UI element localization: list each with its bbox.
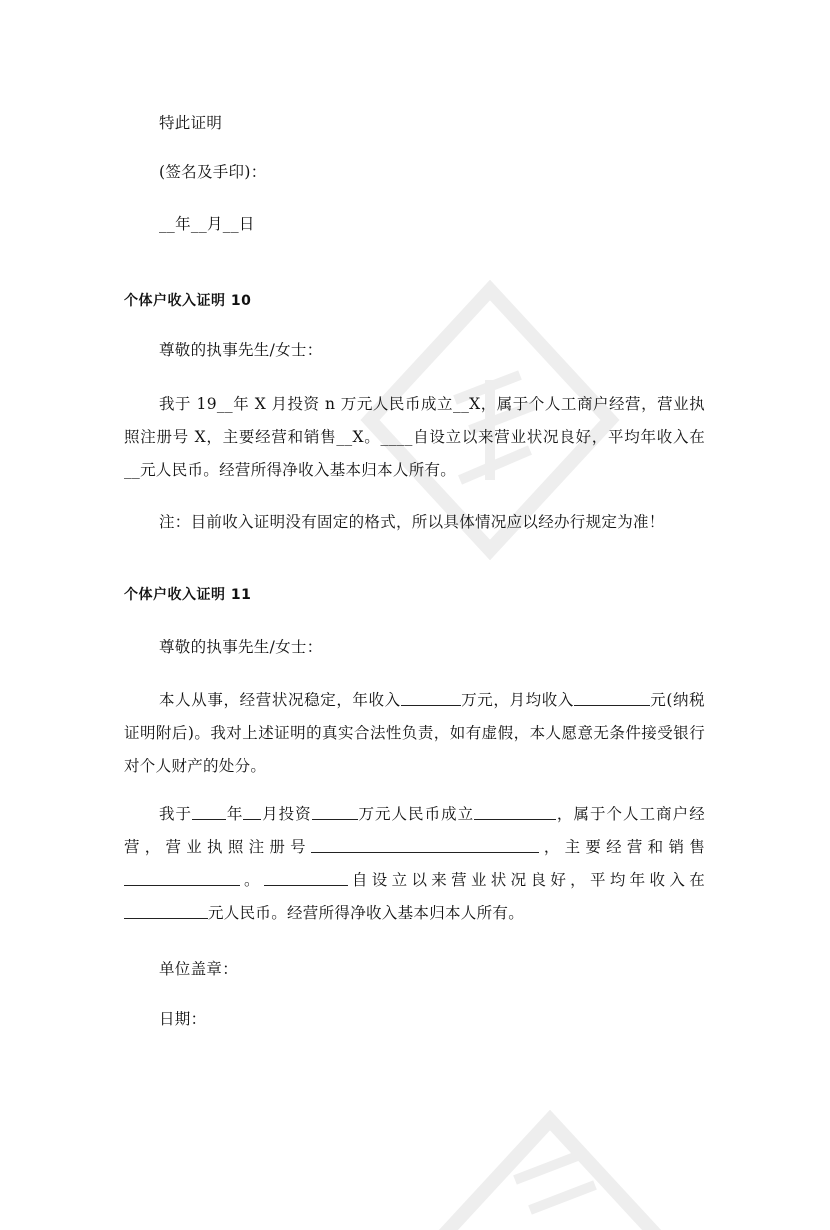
- license-number-blank[interactable]: [311, 838, 539, 853]
- hereby-certify-text: 特此证明: [159, 114, 223, 132]
- section-11-business-paragraph: [124, 798, 705, 930]
- business-text-h: 自设立以来营业状况良好，平均年收入在: [347, 871, 705, 889]
- investment-blank[interactable]: [312, 805, 358, 820]
- business-text-g: 。: [240, 871, 264, 889]
- business-name-blank[interactable]: [474, 805, 556, 820]
- operator-blank[interactable]: [264, 871, 348, 886]
- business-text-a: 我于: [159, 805, 193, 823]
- section-10-body: 我于 19__年 X 月投资 n 万元人民币成立__X，属于个人工商户经营，营业执照注册号 X，主要经营和销售__X。____自设立以来营业状况良好，平均年收入在__元人民币。经营所得净收入基本归本人所有。: [124, 395, 705, 479]
- income-text-c: 元(纳税证明附后)。我对上述证明的真实合法性负责，如有虚假，本人愿意无条件接受银行对个人财产的处分。: [124, 691, 705, 775]
- section-10-salutation: 尊敬的执事先生/女士：: [159, 341, 323, 359]
- income-text-a: 本人从事，经营状况稳定，年收入: [159, 691, 401, 709]
- date-line: __年__月__日: [159, 215, 255, 233]
- products-blank[interactable]: [124, 871, 240, 886]
- monthly-income-blank[interactable]: [574, 691, 650, 706]
- business-text-d: 万元人民币成立: [357, 805, 475, 823]
- income-text-b: 万元，月均收入: [460, 691, 574, 709]
- section-10-title: 个体户收入证明 10: [124, 293, 252, 309]
- year-blank[interactable]: [192, 805, 226, 820]
- section-11-salutation: 尊敬的执事先生/女士：: [159, 638, 323, 656]
- section-10-note: 注：目前收入证明没有固定的格式，所以具体情况应以经办行规定为准！: [159, 513, 665, 531]
- average-income-blank[interactable]: [124, 904, 208, 919]
- unit-seal-label: 单位盖章：: [159, 960, 239, 978]
- business-text-e: ，属于个人工商户经营，营业执照注册号: [124, 805, 705, 856]
- signature-label: (签名及手印)：: [159, 163, 267, 181]
- business-text-i: 元人民币。经营所得净收入基本归本人所有。: [208, 904, 525, 922]
- business-text-f: ，主要经营和销售: [538, 838, 706, 856]
- section-11-title: 个体户收入证明 11: [124, 587, 252, 603]
- month-blank[interactable]: [243, 805, 261, 820]
- watermark-logo-icon-2: [420, 1110, 680, 1230]
- business-text-c: 月投资: [261, 805, 312, 823]
- section-11-income-paragraph: [124, 684, 705, 783]
- business-text-b: 年: [226, 805, 244, 823]
- date-label: 日期：: [159, 1010, 207, 1028]
- annual-income-blank[interactable]: [401, 691, 461, 706]
